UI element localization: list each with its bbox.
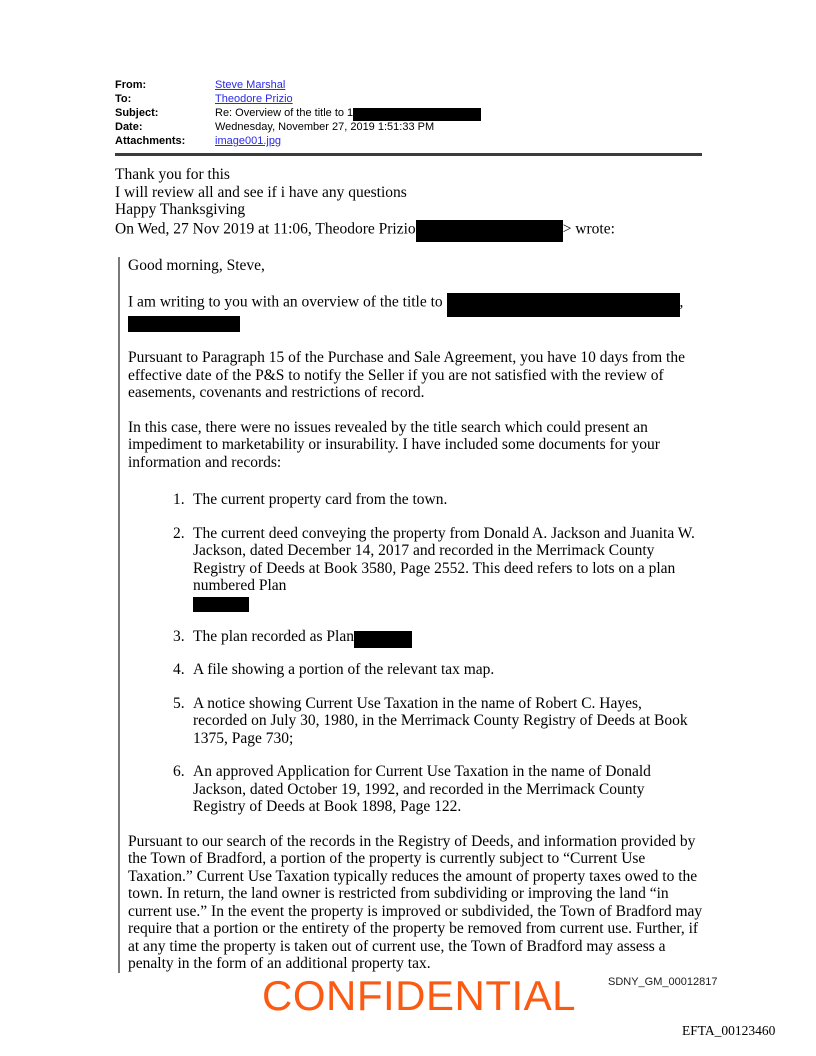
attachment-link[interactable]: image001.jpg: [215, 135, 282, 147]
date-label: Date:: [115, 121, 143, 133]
header-row-subject: [115, 106, 705, 120]
no-issues-paragraph: In this case, there were no issues revealed by the title search which could present an impediment to marketability or insurability. I have included some documents for your information and records:: [128, 418, 660, 471]
list-item-number: 3.: [173, 627, 185, 645]
overview-text: I am writing to you with an overview of the title to: [128, 293, 447, 311]
header-row-attachments: [115, 134, 705, 148]
subject-text: Re: Overview of the title to 1: [215, 107, 354, 119]
reply-message: [115, 166, 705, 241]
list-item-text: The current property card from the town.: [193, 491, 448, 508]
to-label: To:: [115, 93, 132, 105]
pursuant-paragraph: Pursuant to Paragraph 15 of the Purchase and Sale Agreement, you have 10 days from the effective date of the P&S to notify the Seller if you are not satisfied with the review of easements, covenants and restrictions of record.: [128, 349, 685, 401]
list-item: [128, 525, 706, 612]
quoted-message-block: [118, 257, 706, 973]
quoted-reply-intro: [115, 219, 705, 241]
list-item-text: A notice showing Current Use Taxation in the name of Robert C. Hayes, recorded on July 30, 1980, in the Merrimack County Registry of Deeds at Book 1375, Page 730;: [193, 694, 688, 747]
bates-number-sdny: SDNY_GM_00012817: [608, 976, 718, 988]
body-line: I will review all and see if i have any questions: [115, 183, 407, 201]
list-item-text: [193, 628, 706, 646]
redaction-box: [354, 631, 412, 648]
from-sender-link[interactable]: Steve Marshal: [215, 79, 286, 91]
list-item: [128, 763, 706, 816]
reply-intro-suffix: > wrote:: [562, 220, 615, 238]
redaction-box: [416, 220, 563, 242]
overview-paragraph: [128, 291, 706, 332]
email-header: [115, 78, 705, 148]
header-row-to: [115, 92, 705, 106]
list-item-text: A file showing a portion of the relevant tax map.: [193, 661, 495, 678]
list-item-number: 2.: [173, 524, 185, 542]
list-item: [128, 695, 706, 748]
list-item-text: An approved Application for Current Use Taxation in the name of Donald Jackson, dated October 19, 1992, and recorded in the Merrimack County Registry of Deeds at Book 1898, Page 122.: [193, 763, 651, 815]
date-value: Wednesday, November 27, 2019 1:51:33 PM: [215, 121, 435, 133]
greeting: Good morning, Steve,: [128, 256, 265, 274]
attachments-label: Attachments:: [115, 135, 186, 147]
list-item: [128, 491, 706, 509]
plan-item-text: The plan recorded as Plan: [193, 627, 354, 645]
deed-item-text: The current deed conveying the property from Donald A. Jackson and Juanita W. Jackson, dated December 14, 2017 and recorded in the Merrimack County Registry of Deeds at Book 3580, Page 2552. This deed refers to lots on a plan numbered Plan: [193, 524, 695, 594]
email-body: [115, 166, 705, 990]
to-recipient-link[interactable]: Theodore Prizio: [215, 93, 293, 105]
subject-label: Subject:: [115, 107, 159, 119]
header-row-from: [115, 78, 705, 92]
redaction-box: [447, 293, 680, 317]
document-list: [128, 491, 706, 816]
subject-value: [215, 106, 705, 120]
confidential-stamp: CONFIDENTIAL: [262, 972, 577, 1019]
list-item: [128, 661, 706, 679]
list-item-number: 5.: [173, 694, 185, 712]
list-item-number: 4.: [173, 661, 185, 678]
current-use-paragraph: Pursuant to our search of the records in the Registry of Deeds, and information provided by the Town of Bradford, a portion of the property is currently subject to “Current Use Taxation.” Current Use Taxation typically reduces the amount of property taxes owed to the town. In return, the land owner is restricted from subdividing or improving the land “in current use.” In the event the property is improved or subdivided, the Town of Bradford may require that a portion or the entirety of the property be removed from current use. Further, if at any time the property is taken out of current use, the Town of Bradford may assess a penalty in the form of an additional property tax.: [128, 832, 703, 972]
list-item-number: 1.: [173, 491, 185, 508]
bates-number-efta: EFTA_00123460: [682, 1023, 776, 1038]
header-row-date: [115, 120, 705, 134]
list-item-text: [193, 525, 706, 612]
body-line: Happy Thanksgiving: [115, 201, 246, 218]
header-divider: [115, 153, 702, 156]
reply-intro-text: On Wed, 27 Nov 2019 at 11:06, Theodore Prizio: [115, 220, 416, 238]
redaction-box: [128, 316, 240, 332]
body-line: Thank you for this: [115, 166, 230, 183]
list-item: [128, 628, 706, 646]
redaction-box: [193, 597, 249, 612]
list-item-number: 6.: [173, 763, 185, 780]
from-label: From:: [115, 79, 147, 91]
overview-suffix: ,: [679, 293, 684, 311]
